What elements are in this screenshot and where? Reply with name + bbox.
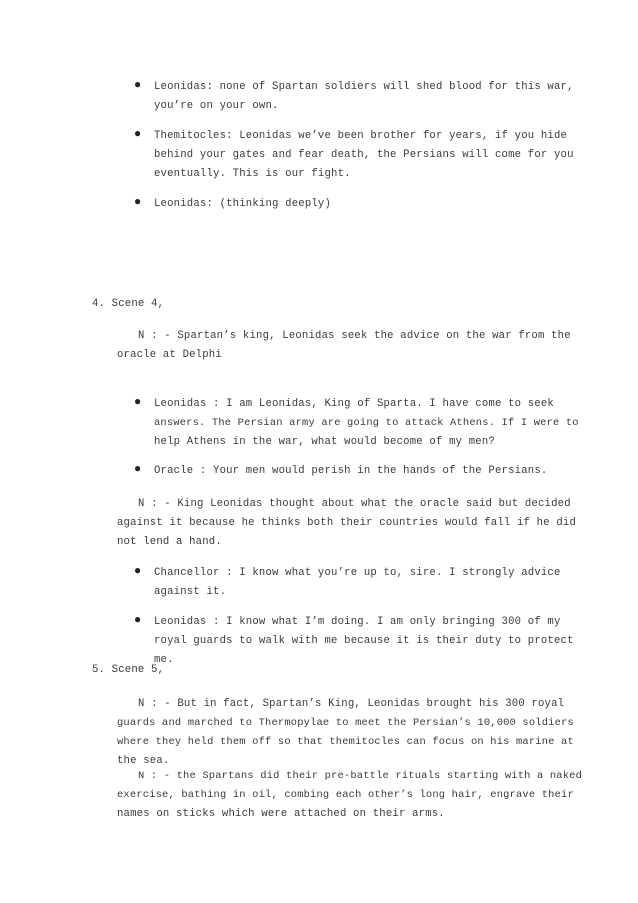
scene-heading: 5. Scene 5, — [92, 664, 165, 676]
narration-line: guards and marched to Thermopylae to meet the Persian’s 10,000 soldiers — [117, 717, 574, 729]
narration-line: exercise, bathing in oil, combing each other’s long hair, engrave their — [117, 789, 574, 801]
dialogue-line: royal guards to walk with me because it is their duty to protect — [154, 635, 574, 647]
narration-line: names on sticks which were attached on their arms. — [117, 808, 445, 820]
narration-line: the sea. — [117, 755, 170, 767]
dialogue-line: against it. — [154, 586, 227, 598]
narration-line: where they held them off so that themitocles can focus on his marine at — [117, 736, 574, 748]
dialogue-line: Chancellor : I know what you’re up to, sire. I strongly advice — [154, 567, 561, 579]
dialogue-line: me. — [154, 654, 174, 666]
dialogue-line: answers. The Persian army are going to attack Athens. If I were to — [154, 417, 579, 429]
dialogue-line: you’re on your own. — [154, 100, 279, 112]
bullet-icon: ● — [134, 195, 142, 209]
scene-heading: 4. Scene 4, — [92, 298, 165, 310]
narration-line: oracle at Delphi — [117, 349, 222, 361]
narration-line: N : - the Spartans did their pre-battle rituals starting with a naked — [138, 770, 583, 782]
bullet-icon: ● — [134, 564, 142, 578]
dialogue-line: behind your gates and fear death, the Persians will come for you — [154, 149, 574, 161]
narration-line: N : - King Leonidas thought about what the oracle said but decided — [138, 498, 571, 510]
narration-line: against it because he thinks both their countries would fall if he did — [117, 517, 577, 529]
dialogue-line: Oracle : Your men would perish in the hands of the Persians. — [154, 465, 548, 477]
bullet-icon: ● — [134, 462, 142, 476]
bullet-icon: ● — [134, 613, 142, 627]
bullet-icon: ● — [134, 127, 142, 141]
narration-line: not lend a hand. — [117, 536, 222, 548]
dialogue-line: Themitocles: Leonidas we’ve been brother for years, if you hide — [154, 130, 568, 142]
dialogue-line: help Athens in the war, what would become of my men? — [154, 436, 495, 448]
dialogue-line: Leonidas : I am Leonidas, King of Sparta. I have come to seek — [154, 398, 554, 410]
bullet-icon: ● — [134, 395, 142, 409]
dialogue-line: eventually. This is our fight. — [154, 168, 351, 180]
bullet-icon: ● — [134, 78, 142, 92]
narration-line: N : - But in fact, Spartan’s King, Leonidas brought his 300 royal — [138, 698, 565, 710]
dialogue-line: Leonidas: (thinking deeply) — [154, 198, 332, 210]
dialogue-line: Leonidas: none of Spartan soldiers will shed blood for this war, — [154, 81, 574, 93]
dialogue-line: Leonidas : I know what I’m doing. I am only bringing 300 of my — [154, 616, 561, 628]
narration-line: N : - Spartan’s king, Leonidas seek the advice on the war from the — [138, 330, 571, 342]
